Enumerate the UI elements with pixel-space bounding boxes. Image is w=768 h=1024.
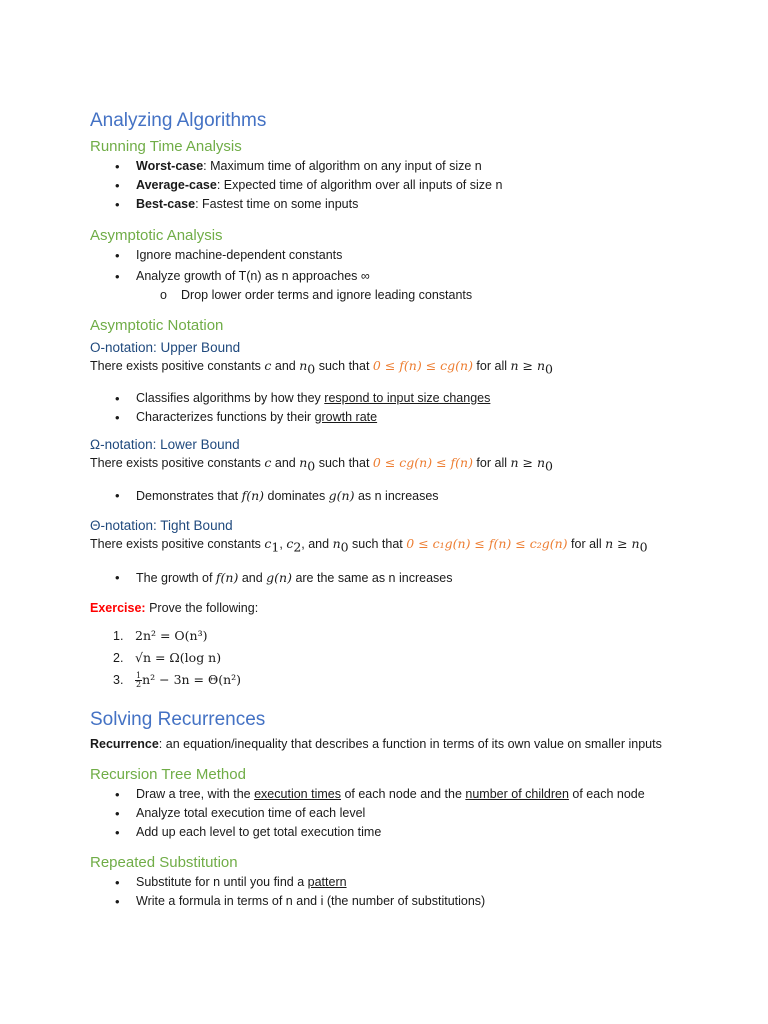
list-item: • Characterizes functions by their growth rate	[90, 408, 710, 427]
list-item: • Write a formula in terms of n and i (the number of substitutions)	[90, 892, 710, 911]
list-item: • The growth of f(n) and g(n) are the same as n increases	[90, 568, 710, 588]
theta-list	[90, 568, 710, 588]
heading-theta: Θ-notation: Tight Bound	[90, 518, 233, 533]
omega-inequality: 0 ≤ cg(n) ≤ f(n)	[372, 454, 473, 470]
exercise-list	[90, 625, 710, 691]
exercise-line: Exercise: Prove the following:	[90, 600, 259, 615]
omega-definition: There exists positive constants c and $n_0$ such that 0 ≤ cg(n) ≤ f(n) for all $n \ge n_0$	[90, 454, 553, 473]
recursion-tree-list	[90, 785, 710, 842]
heading-running-time: Running Time Analysis	[90, 138, 242, 155]
repeated-substitution-list	[90, 873, 710, 911]
running-time-list	[90, 157, 710, 214]
list-item: • Analyze total execution time of each level	[90, 804, 710, 823]
fraction: $\frac{1}{2}$	[136, 670, 142, 689]
list-item: 2. √n = Ω(log n)	[113, 649, 222, 665]
theta-inequality: 0 ≤ c₁g(n) ≤ f(n) ≤ c₂g(n)	[406, 536, 568, 551]
list-item: • Substitute for n until you find a pattern	[90, 873, 710, 892]
list-item: • Average-case: Expected time of algorithm over all inputs of size n	[90, 176, 710, 195]
asymptotic-analysis-list	[90, 246, 710, 286]
heading-omega: Ω-notation: Lower Bound	[90, 436, 240, 452]
heading-repeated-substitution: Repeated Substitution	[90, 853, 238, 871]
list-item: • Analyze growth of T(n) as n approaches ∞	[90, 267, 710, 286]
asymptotic-sub-list	[90, 286, 710, 305]
heading-recursion-tree: Recursion Tree Method	[90, 765, 246, 783]
big-o-list	[90, 389, 710, 427]
section-title-recurrences: Solving Recurrences	[90, 708, 266, 730]
exercise-label: Exercise:	[90, 600, 146, 615]
section-title-analyzing: Analyzing Algorithms	[90, 110, 267, 131]
list-item: 1. 2n² = O(n³)	[113, 627, 208, 643]
theta-definition: There exists positive constants $c_1$, $c_2$, and $n_0$ such that 0 ≤ c₁g(n) ≤ f(n) ≤ c₂g(n) for all $n \ge n_0$	[90, 536, 648, 555]
big-o-inequality: 0 ≤ f(n) ≤ cg(n)	[372, 358, 473, 373]
list-item: • Demonstrates that f(n) dominates g(n) as n increases	[90, 486, 710, 506]
list-item: • Ignore machine-dependent constants	[90, 246, 710, 265]
big-o-definition: There exists positive constants c and $n_0$ such that 0 ≤ f(n) ≤ cg(n) for all $n \ge n_0$	[90, 358, 553, 377]
list-item: • Draw a tree, with the execution times of each node and the number of children of each node	[90, 785, 710, 804]
list-item: • Best-case: Fastest time on some inputs	[90, 195, 710, 214]
omega-list	[90, 486, 710, 506]
recurrence-definition: Recurrence: an equation/inequality that describes a function in terms of its own value on smaller inputs	[90, 736, 662, 751]
list-item: • Classifies algorithms by how they respond to input size changes	[90, 389, 710, 408]
heading-asymptotic-notation: Asymptotic Notation	[90, 317, 224, 334]
list-item: • Add up each level to get total execution time	[90, 823, 710, 842]
list-item: 3. $\frac{1}{2}$ n² − 3n = Θ(n²)	[113, 670, 242, 689]
sub-list-item: o Drop lower order terms and ignore leading constants	[90, 286, 710, 305]
heading-big-o: O-notation: Upper Bound	[90, 340, 241, 355]
list-item: • Worst-case: Maximum time of algorithm on any input of size n	[90, 157, 710, 176]
heading-asymptotic-analysis: Asymptotic Analysis	[90, 227, 223, 244]
document-page	[90, 108, 710, 911]
